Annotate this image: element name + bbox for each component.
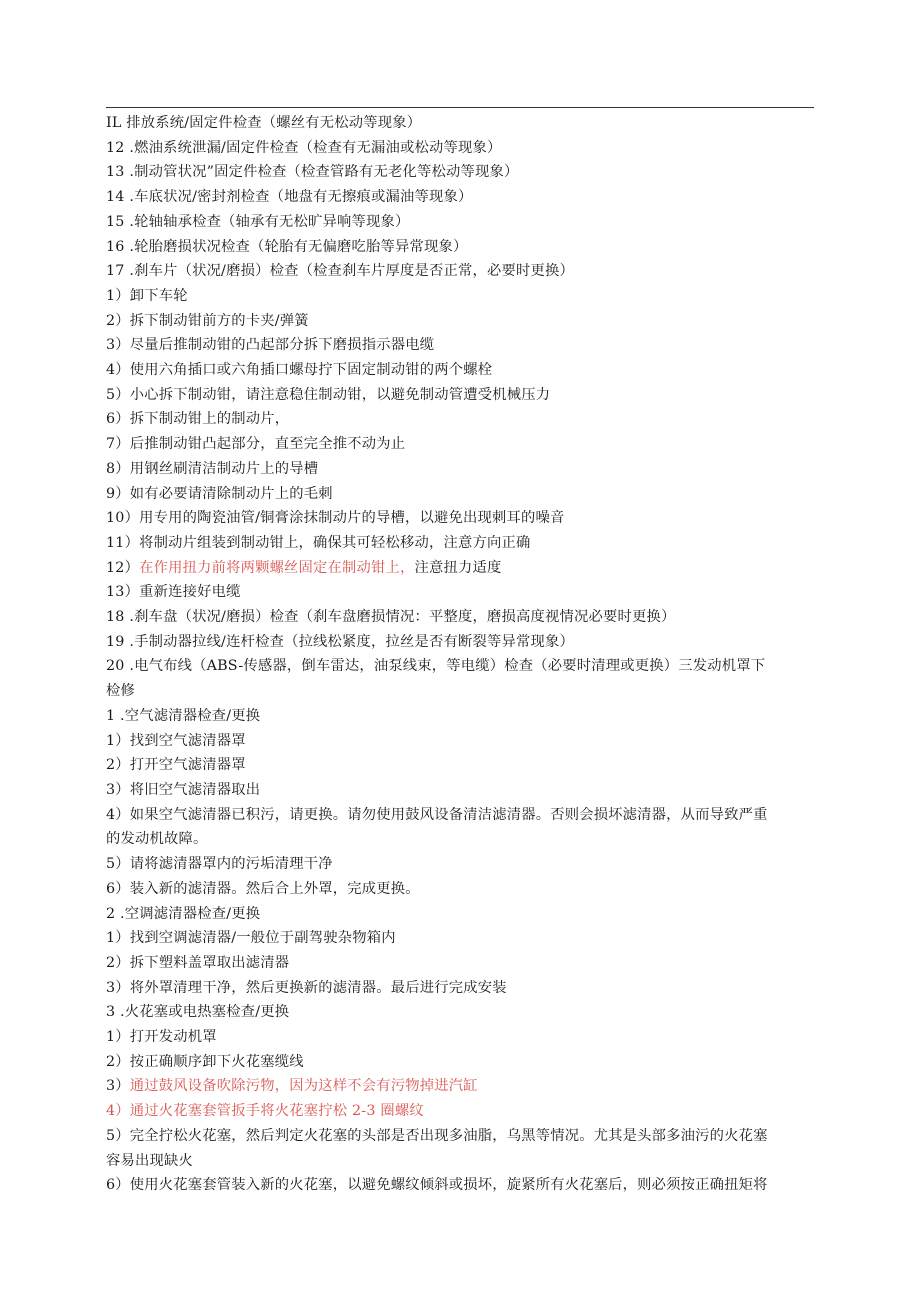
line-12: 5）小心拆下制动钳，请注意稳住制动钳，以避免制动管遭受机械压力 — [106, 386, 551, 403]
line-1: IL 排放系统/固定件检查（螺丝有无松动等现象） — [106, 115, 422, 131]
line-34: 1）找到空调滤清器/一般位于副驾驶杂物箱内 — [106, 930, 396, 947]
line-19-suffix: 注意扭力适度 — [414, 559, 502, 576]
line-32: 6）装入新的滤清器。然后合上外罩，完成更换。 — [106, 880, 420, 897]
line-5: 15 .轮轴轴承检查（轴承有无松旷异响等现象） — [106, 213, 410, 230]
line-30: 的发动机故障。 — [106, 831, 208, 848]
line-27: 2）打开空气滤清器罩 — [106, 757, 246, 774]
header-rule — [106, 107, 814, 108]
line-26: 1）找到空气滤清器罩 — [106, 732, 246, 749]
line-33: 2 .空调滤清器检查/更换 — [106, 905, 261, 922]
line-41-highlight: 4）通过火花塞套管扳手将火花塞拧松 2-3 圈螺纹 — [106, 1103, 424, 1120]
line-6: 16 .轮胎磨损状况检查（轮胎有无偏磨吃胎等异常现象） — [106, 238, 468, 255]
line-38: 1）打开发动机罩 — [106, 1029, 217, 1046]
line-40-highlight: 通过鼓风设备吹除污物，因为这样不会有污物掉进汽缸 — [129, 1078, 478, 1095]
line-23: 20 .电气布线（ABS-传感器，倒车雷达，油泵线束，等电缆）检查（必要时清理或更换）三发动机罩下 — [106, 658, 766, 675]
line-14: 7）后推制动钳凸起部分，直至完全推不动为止 — [106, 436, 406, 453]
line-18: 11）将制动片组装到制动钳上，确保其可轻松移动，注意方向正确 — [106, 534, 531, 551]
document-body — [106, 111, 818, 1198]
line-19-highlight: 在作用扭力前将两颗螺丝固定在制动钳上， — [139, 559, 415, 576]
line-40 — [106, 1074, 818, 1099]
line-8: 1）卸下车轮 — [106, 287, 188, 304]
line-9: 2）拆下制动钳前方的卡夹/弹簧 — [106, 312, 309, 329]
line-15: 8）用钢丝刷清洁制动片上的导槽 — [106, 460, 319, 477]
line-4: 14 .车底状况/密封剂检查（地盘有无擦痕或漏油等现象） — [106, 189, 473, 206]
line-25: 1 .空气滤清器检查/更换 — [106, 707, 261, 724]
line-37: 3 .火花塞或电热塞检查/更换 — [106, 1004, 290, 1021]
line-13: 6）拆下制动钳上的制动片， — [106, 411, 290, 428]
line-36: 3）将外罩清理干净，然后更换新的滤清器。最后进行完成安装 — [106, 979, 507, 996]
line-2: 12 .燃油系统泄漏/固定件检查（检查有无漏油或松动等现象） — [106, 139, 502, 156]
line-39: 2）按正确顺序卸下火花塞缆线 — [106, 1053, 304, 1070]
line-35: 2）拆下塑料盖罩取出滤清器 — [106, 954, 290, 971]
line-11: 4）使用六角插口或六角插口螺母拧下固定制动钳的两个螺栓 — [106, 362, 493, 379]
line-28: 3）将旧空气滤清器取出 — [106, 781, 261, 798]
line-44: 6）使用火花塞套管装入新的火花塞，以避免螺纹倾斜或损坏，旋紧所有火花塞后，则必须按正确扭矩将 — [106, 1177, 768, 1194]
line-29: 4）如果空气滤清器已积污，请更换。请勿使用鼓风设备清洁滤清器。否则会损坏滤清器，从而导致严重 — [106, 806, 768, 823]
line-10: 3）尽量后推制动钳的凸起部分拆下磨损指示器电缆 — [106, 337, 435, 354]
line-40-prefix: 3） — [106, 1078, 130, 1095]
line-41 — [106, 1099, 818, 1124]
line-7: 17 .刹车片（状况/磨损）检查（检查刹车片厚度是否正常，必要时更换） — [106, 263, 575, 280]
line-19 — [106, 556, 818, 581]
line-21: 18 .刹车盘（状况/磨损）检查（刹车盘磨损情况：平整度，磨损高度视情况必要时更换） — [106, 609, 676, 626]
line-22: 19 .手制动器拉线/连杆检查（拉线松紧度，拉丝是否有断裂等异常现象） — [106, 633, 575, 650]
line-19-prefix: 12） — [106, 559, 140, 576]
line-17: 10）用专用的陶瓷油管/铜膏涂抹制动片的导槽，以避免出现刺耳的噪音 — [106, 510, 565, 527]
line-24: 检修 — [106, 683, 135, 700]
line-43: 容易出现缺火 — [106, 1152, 193, 1169]
line-31: 5）请将滤清器罩内的污垢清理干净 — [106, 856, 333, 873]
line-16: 9）如有必要请清除制动片上的毛刺 — [106, 485, 333, 502]
line-42: 5）完全拧松火花塞，然后判定火花塞的头部是否出现多油脂，乌黑等情况。尤其是头部多油污的火花塞 — [106, 1127, 768, 1144]
line-20: 13）重新连接好电缆 — [106, 584, 241, 601]
line-3: 13 .制动管状况”固定件检查（检查管路有无老化等松动等现象） — [106, 164, 519, 181]
